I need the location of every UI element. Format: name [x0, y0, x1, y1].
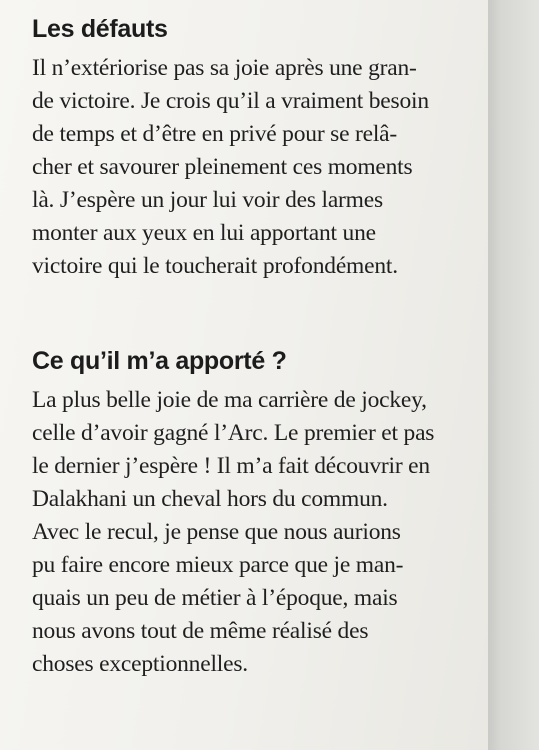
section-defects [32, 14, 482, 283]
text-line: cher et savourer pleinement ces moments [32, 154, 413, 180]
text-line: le dernier j’espère ! Il m’a fait découvrir en [32, 453, 430, 479]
text-line: de victoire. Je crois qu’il a vraiment besoin [32, 88, 429, 114]
text-line: là. J’espère un jour lui voir des larmes [32, 187, 383, 213]
text-line: Avec le recul, je pense que nous aurions [32, 519, 401, 545]
section-heading: Ce qu’il m’a apporté ? [32, 347, 287, 375]
text-line: monter aux yeux en lui apportant une [32, 220, 376, 246]
text-line: victoire qui le toucherait profondément. [32, 253, 398, 279]
section-heading: Les défauts [32, 15, 168, 43]
text-line: celle d’avoir gagné l’Arc. Le premier et pas [32, 420, 435, 446]
text-line: Il n’extériorise pas sa joie après une gran- [32, 55, 417, 81]
page-edge-shadow [488, 0, 539, 750]
text-line: quais un peu de métier à l’époque, mais [32, 585, 398, 611]
text-line: pu faire encore mieux parce que je man- [32, 552, 404, 578]
text-line: de temps et d’être en privé pour se relâ- [32, 121, 398, 147]
text-line: choses exceptionnelles. [32, 651, 248, 677]
text-line: Dalakhani un cheval hors du commun. [32, 486, 388, 512]
text-line: La plus belle joie de ma carrière de jockey, [32, 387, 427, 413]
text-line: nous avons tout de même réalisé des [32, 618, 369, 644]
section-contribution [32, 346, 482, 681]
